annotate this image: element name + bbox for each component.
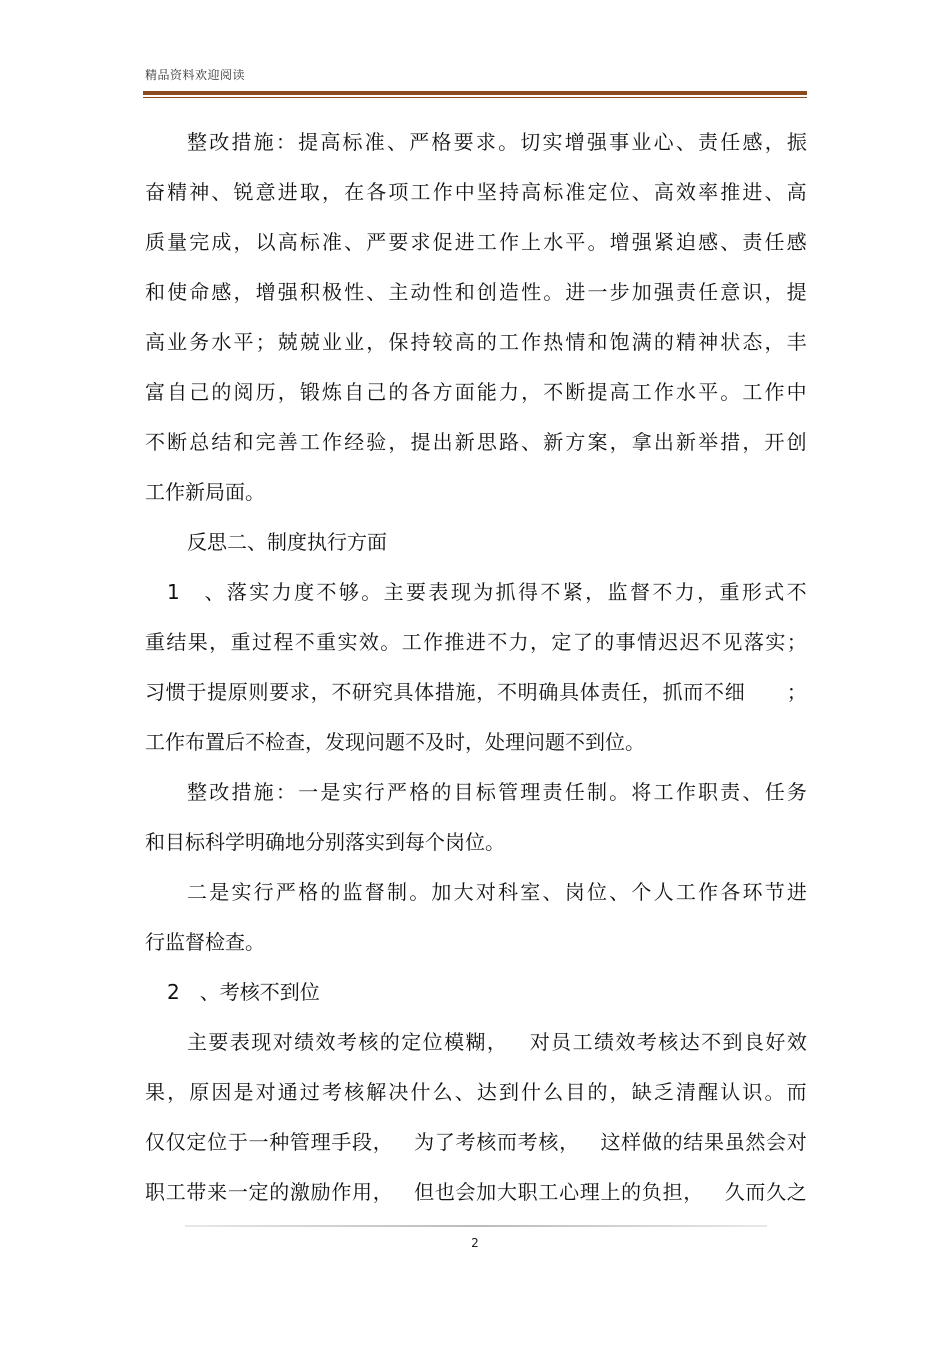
text-line: 和 目 标 科 学 明 确 地 分 别 落 实 到 每 个 岗 位 。 <box>145 830 505 854</box>
page-number: 2 <box>471 1236 479 1250</box>
text-line: 奋 精 神 、 锐 意 进 取 ， 在 各 项 工 作 中 坚 持 高 标 准 定 位 、 高 效 率 推 进 、 高 <box>145 180 807 204</box>
text-line: 重 结 果 ， 重 过 程 不 重 实 效 。 工 作 推 进 不 力 ， 定 了 的 事 情 迟 迟 不 见 落 实 ； <box>145 630 807 654</box>
text-line: 1 、 落 实 力 度 不 够 。 主 要 表 现 为 抓 得 不 紧 ， 监 督 不 力 ， 重 形 式 不 <box>167 580 807 604</box>
document-body <box>145 117 807 1217</box>
text-line: 二 是 实 行 严 格 的 监 督 制 。 加 大 对 科 室 、 岗 位 、 个 人 工 作 各 环 节 进 <box>187 880 807 904</box>
text-line: 职 工 带 来 一 定 的 激 励 作 用 ， 但 也 会 加 大 职 工 心 理 上 的 负 担 ， 久 而 久 之 <box>145 1180 807 1204</box>
text-line: 2 、 考 核 不 到 位 <box>167 980 320 1004</box>
text-line: 整 改 措 施 ： 提 高 标 准 、 严 格 要 求 。 切 实 增 强 事 业 心 、 责 任 感 ， 振 <box>187 130 807 154</box>
header-divider-thin <box>143 97 807 98</box>
text-line: 工 作 新 局 面 。 <box>145 480 265 504</box>
text-line: 不 断 总 结 和 完 善 工 作 经 验 ， 提 出 新 思 路 、 新 方 案 ， 拿 出 新 举 措 ， 开 创 <box>145 430 807 454</box>
text-line: 富 自 己 的 阅 历 ， 锻 炼 自 己 的 各 方 面 能 力 ， 不 断 提 高 工 作 水 平 。 工 作 中 <box>145 380 807 404</box>
text-line: 反 思 二 、 制 度 执 行 方 面 <box>187 530 387 554</box>
footer-divider <box>185 1225 767 1227</box>
text-line: 整 改 措 施 ： 一 是 实 行 严 格 的 目 标 管 理 责 任 制 。 将 工 作 职 责 、 任 务 <box>187 780 807 804</box>
header-divider-thick <box>143 91 807 95</box>
text-line: 工 作 布 置 后 不 检 查 ， 发 现 问 题 不 及 时 ， 处 理 问 题 不 到 位 。 <box>145 730 645 754</box>
text-line: 行 监 督 检 查 。 <box>145 930 265 954</box>
text-line: 仅 仅 定 位 于 一 种 管 理 手 段 ， 为 了 考 核 而 考 核 ， 这 样 做 的 结 果 虽 然 会 对 <box>145 1130 807 1154</box>
text-line: 和 使 命 感 ， 增 强 积 极 性 、 主 动 性 和 创 造 性 。 进 一 步 加 强 责 任 意 识 ， 提 <box>145 280 807 304</box>
text-line: 主 要 表 现 对 绩 效 考 核 的 定 位 模 糊 ， 对 员 工 绩 效 考 核 达 不 到 良 好 效 <box>187 1030 807 1054</box>
text-line: 果 ， 原 因 是 对 通 过 考 核 解 决 什 么 、 达 到 什 么 目 的 ， 缺 乏 清 醒 认 识 。 而 <box>145 1080 807 1104</box>
text-line: 习 惯 于 提 原 则 要 求 ， 不 研 究 具 体 措 施 ， 不 明 确 具 体 责 任 ， 抓 而 不 细 ； <box>145 680 807 704</box>
text-line: 高 业 务 水 平 ； 兢 兢 业 业 ， 保 持 较 高 的 工 作 热 情 和 饱 满 的 精 神 状 态 ， 丰 <box>145 330 807 354</box>
text-line: 质 量 完 成 ， 以 高 标 准 、 严 要 求 促 进 工 作 上 水 平 。 增 强 紧 迫 感 、 责 任 感 <box>145 230 807 254</box>
page-header-title: 精品资料欢迎阅读 <box>145 68 246 82</box>
